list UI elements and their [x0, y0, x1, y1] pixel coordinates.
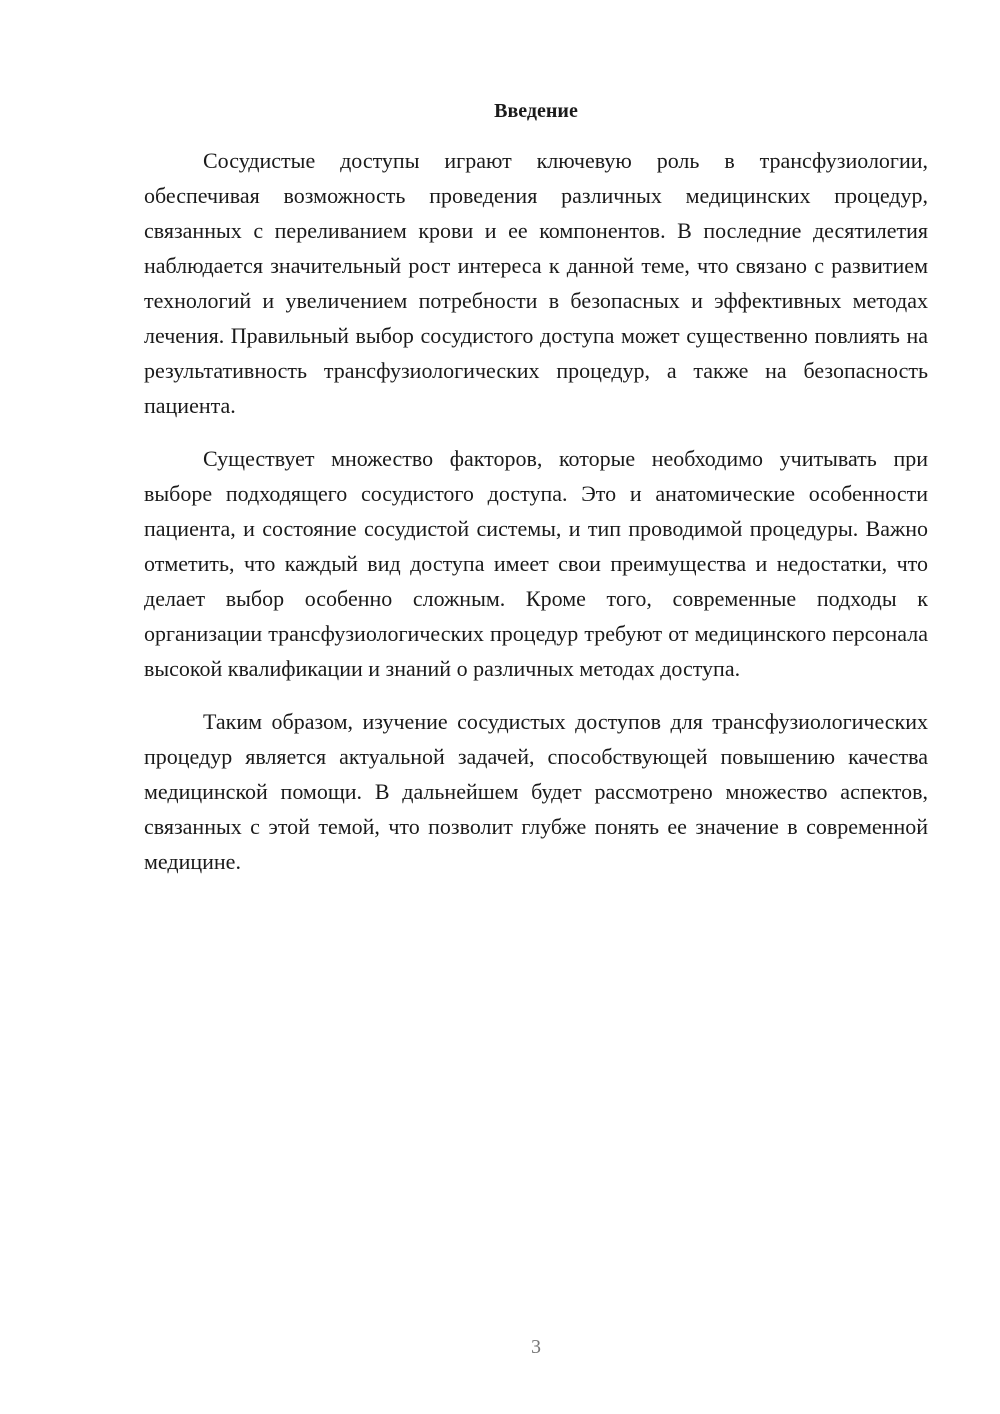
body-text	[144, 143, 928, 879]
paragraph-2: Существует множество факторов, которые необходимо учитывать при выборе подходящего сосудистого доступа. Это и анатомические особенности пациента, и состояние сосудистой системы, и тип проводимой процедуры. Важно отметить, что каждый вид доступа имеет свои преимущества и недостатки, что делает выбор особенно сложным. Кроме того, современные подходы к организации трансфузиологических процедур требуют от медицинского персонала высокой квалификации и знаний о различных методах доступа.	[144, 446, 928, 681]
section-heading: Введение	[494, 100, 578, 122]
paragraph-3: Таким образом, изучение сосудистых доступов для трансфузиологических процедур является актуальной задачей, способствующей повышению качества медицинской помощи. В дальнейшем будет рассмотрено множество аспектов, связанных с этой темой, что позволит глубже понять ее значение в современной медицине.	[144, 709, 928, 874]
paragraph-1: Сосудистые доступы играют ключевую роль в трансфузиологии, обеспечивая возможность проведения различных медицинских процедур, связанных с переливанием крови и ее компонентов. В последние десятилетия наблюдается значительный рост интереса к данной теме, что связано с развитием технологий и увеличением потребности в безопасных и эффективных методах лечения. Правильный выбор сосудистого доступа может существенно повлиять на результативность трансфузиологических процедур, а также на безопасность пациента.	[144, 148, 928, 418]
page-number: 3	[531, 1336, 541, 1358]
